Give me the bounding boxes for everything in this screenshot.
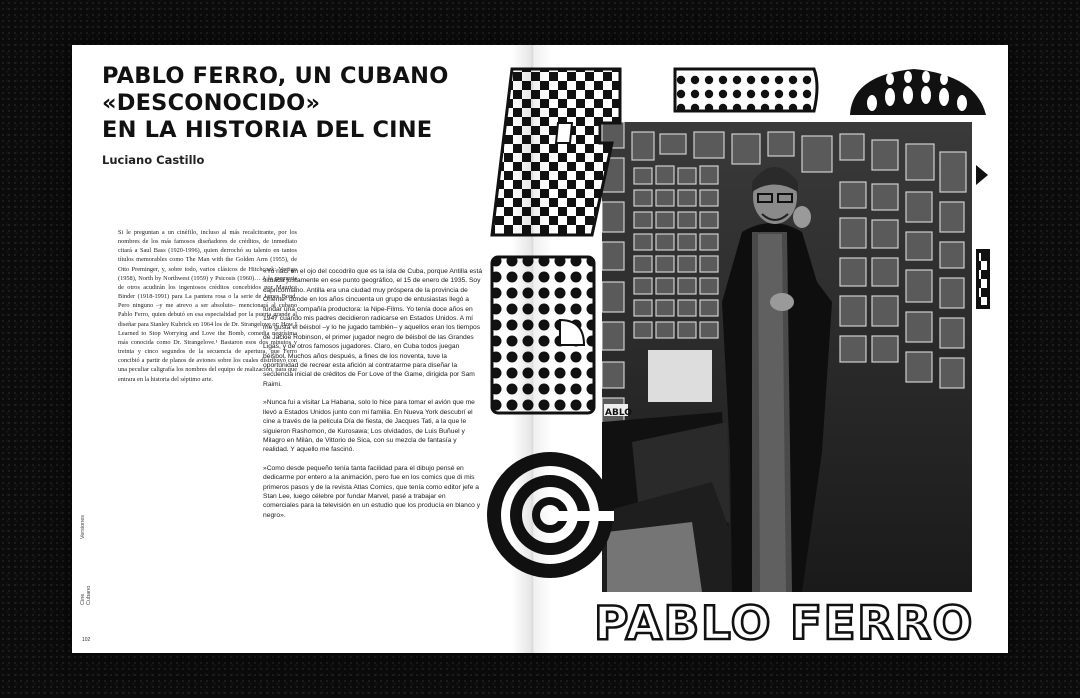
quote-paragraph: «Yo nací en el ojo del cocodrilo que es la isla de Cuba, porque Antilla está situada justamente en ese punto geográfico, el 15 de enero de 1935. Soy capricorniano. Antilla era una ciudad muy próspera de la provincia de Oriente² donde en los años cincuenta un grupo de entusiastas llegó a fundar una compañía productora: la Nipe-Films. Yo tenía doce años en 1947 cuando mis padres decidieron radicarse en Estados Unidos. A mí me gusta el béisbol –y lo he jugado también– y aquellos eran los tiempos de Jackie Robinson, el primer jugador negro de béisbol de las Grandes Ligas, y de otros famosos jugadores. Claro, en Cuba todos juegan béisbol. Muchos años después, a fines de los noventa, tuve la oportunidad de recrear esta afición al contratarme para diseñar la secuencia inicial de créditos de For Love of the Game, dirigida por Sam Raimi. <box>263 268 483 388</box>
title-line: PABLO FERRO, UN CUBANO <box>102 63 449 89</box>
page-number: 102 <box>82 637 91 643</box>
frame-sign-text: ABLO <box>605 408 632 418</box>
quote-paragraph: »Nunca fui a visitar La Habana, solo lo hice para tomar el avión que me llevó a Estados Unidos junto con mi familia. En Nueva York descubrí el cine a través de la película Día de fiesta, de Jacques Tati, a la que le siguieron Rashomon, de Kurosawa; Los olvidados, de Luis Buñuel y Milagro en Milán, de Vittorio de Sica, con su mezcla de fantasía y realidad. Y aquello me fascinó. <box>263 399 475 454</box>
intro-paragraph: Si le preguntan a un cinéfilo, incluso al más recalcitrante, por los nombres de los más famosos diseñadores de créditos, de inmediato citará a Saul Bass (1920-1996), quien derrochó su talento en tantos títulos memorables como The Man with the Golden Arm (1955), de Otto Preminger, y, sobre todo, varios clásicos de Hitchcock: Vertigo (1958), North by Northwest (1959) y Psicosis (1960)… A la memoria de otros acudirán los ingeniosos créditos concebidos por Maurice Binder (1918-1991) para La pantera rosa o la serie de James Bond. Pero ninguno –y me atrevo a ser absoluto– mencionará al cubano Pablo Ferro, quien debutó en esa especialidad por la puerta grande al diseñar para Stanley Kubrick en 1964 los de Dr. Strangelove or: How I Learned to Stop Worrying and Love the Bomb, comedia negrísima más conocida como Dr. Strangelove.¹ Bastaron esos dos minutos y treinta y cinco segundos de la secuencia de apertura, que Ferro concibió a partir de planos de aviones sobre los cuales distribuyó con una peculiar caligrafía los nombres del equipo de realización, para que entrara en la historia del séptimo arte. <box>118 229 297 383</box>
quote-paragraph: »Como desde pequeño tenía tanta facilidad para el dibujo pensé en dedicarme por entero a la animación, pero fue en los comics que di mis primeros pasos y de la revista Atlas Comics, que tenía como editor jefe a Stan Lee, luego célebre por fundar Marvel, pasé a trabajar en comerciales para la televisión en un estudio que los producía en blanco y negro». <box>263 464 481 519</box>
portrait-photo <box>602 122 972 592</box>
quote-column <box>263 267 483 529</box>
article-title <box>102 63 502 144</box>
section-name: Versiones <box>80 515 86 540</box>
title-line: «DESCONOCIDO» <box>102 90 321 116</box>
title-line: EN LA HISTORIA DEL CINE <box>102 117 433 143</box>
portrait-illustration <box>602 122 972 592</box>
running-footer <box>80 515 104 605</box>
magazine-spread <box>72 45 1008 653</box>
lettering-pablo-ferro: PABLO FERRO <box>594 596 974 650</box>
magazine-name: Cine Cubano <box>80 585 92 605</box>
left-page <box>72 45 532 653</box>
author-byline: Luciano Castillo <box>102 153 205 167</box>
